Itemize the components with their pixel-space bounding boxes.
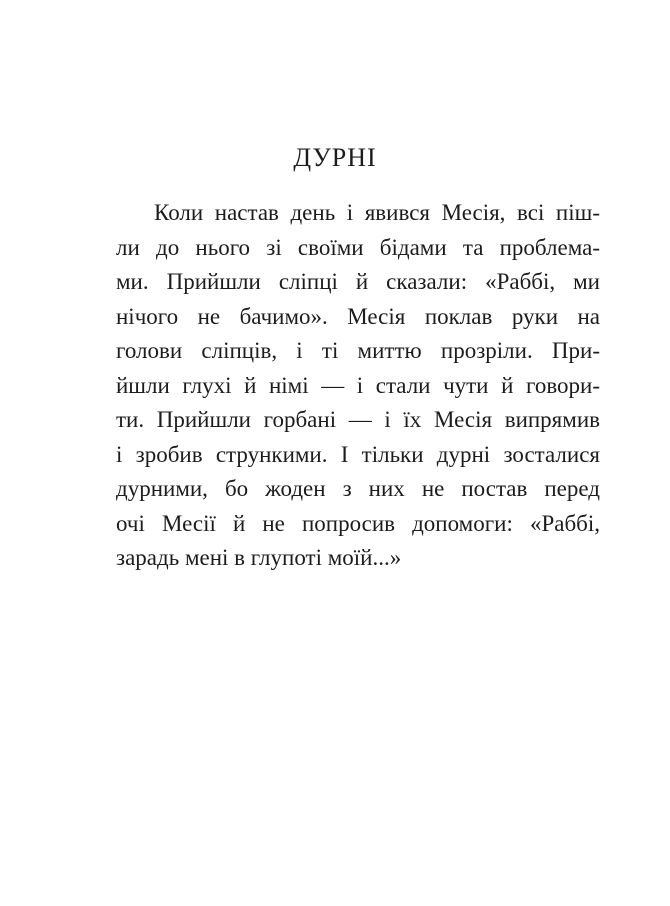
text-line: дурними, бо жоден з них не постав перед: [116, 476, 600, 501]
chapter-body: [116, 196, 600, 576]
chapter-title: ДУРНІ: [293, 143, 377, 172]
text-line: і зробив стрункими. І тільки дурні зосталися: [116, 441, 600, 467]
text-line: зарадь мені в глупоті моїй...»: [116, 545, 402, 570]
text-line: нічого не бачимо». Месія поклав руки на: [116, 303, 600, 329]
text-line: Коли настав день і явився Месія, всі піш-: [154, 200, 600, 225]
text-line: ми. Прийшли сліпці й сказали: «Раббі, ми: [116, 269, 600, 294]
text-line: ли до нього зі своїми бідами та проблема-: [116, 234, 600, 260]
text-line: йшли глухі й німі — і стали чути й говори-: [116, 372, 600, 398]
text-line: очі Месії й не попросив допомоги: «Раббі,: [116, 510, 600, 536]
text-line: голови сліпців, і ті миттю прозріли. При-: [116, 338, 600, 363]
text-line: ти. Прийшли горбані — і їх Месія випрямив: [116, 407, 600, 432]
